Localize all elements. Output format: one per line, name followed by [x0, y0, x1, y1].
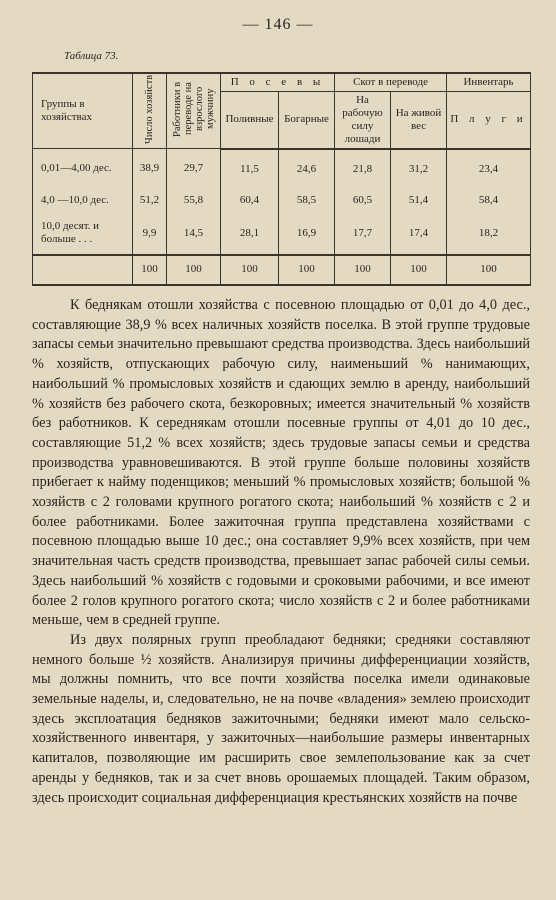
table-total-row [33, 255, 531, 285]
cell-irrigated: 60,4 [221, 189, 279, 213]
header-inventory: Инвентарь [447, 73, 531, 91]
header-livestock-weight: На живой вес [391, 91, 447, 149]
cell-workers: 29,7 [167, 149, 221, 189]
body-text [32, 296, 530, 808]
cell-count: 9,9 [133, 213, 167, 255]
total-irrigated: 100 [221, 255, 279, 285]
cell-workers: 14,5 [167, 213, 221, 255]
total-workers: 100 [167, 255, 221, 285]
cell-horses: 21,8 [335, 149, 391, 189]
cell-dry: 58,5 [279, 189, 335, 213]
header-inventory-plows: П л у г и [447, 91, 531, 149]
cell-weight: 17,4 [391, 213, 447, 255]
cell-weight: 51,4 [391, 189, 447, 213]
header-crops-irrigated: Поливные [221, 91, 279, 149]
statistics-table-container [32, 72, 530, 286]
cell-dry: 16,9 [279, 213, 335, 255]
total-count: 100 [133, 255, 167, 285]
cell-weight: 31,2 [391, 149, 447, 189]
cell-irrigated: 11,5 [221, 149, 279, 189]
table-header-row-1 [33, 73, 531, 91]
cell-dry: 24,6 [279, 149, 335, 189]
total-plows: 100 [447, 255, 531, 285]
cell-plows: 18,2 [447, 213, 531, 255]
cell-count: 38,9 [133, 149, 167, 189]
cell-count: 51,2 [133, 189, 167, 213]
header-count: Число хозяйств [133, 73, 167, 149]
cell-workers: 55,8 [167, 189, 221, 213]
header-groups: Группы в хозяйствах [33, 73, 133, 149]
table-caption: Таблица 73. [64, 50, 119, 62]
total-weight: 100 [391, 255, 447, 285]
page-number: — 146 — [242, 16, 314, 33]
total-label-empty [33, 255, 133, 285]
statistics-table [32, 72, 531, 286]
paragraph: Из двух полярных групп преобладают бедняки; средняки составляют немного больше ½ хозяйств. Анализируя причины дифференциации хозяйств, мы должны помнить, что все почти хозяйства поселка имели одинаковые земельные наделы, и, следовательно, не на почве «владения» землею происходит здесь эксплоатация бедняков зажиточными; бедняки имеют мало сельско-хозяйственного инвентаря, у зажиточных—наибольшие размеры инвентарных капиталов, позволяющие им расширить свое землепользование как за счет аренды у бедняков, так и за счет вновь орошаемых площадей. Таким образом, здесь происходит социальная дифференциация крестьянских хозяйств на почве [32, 631, 530, 806]
header-crops-dry: Богарные [279, 91, 335, 149]
total-horses: 100 [335, 255, 391, 285]
table-row [33, 189, 531, 213]
header-livestock: Скот в переводе [335, 73, 447, 91]
row-group: 0,01—4,00 дес. [33, 149, 133, 189]
table-row [33, 213, 531, 255]
table-row [33, 149, 531, 189]
cell-irrigated: 28,1 [221, 213, 279, 255]
row-group: 10,0 десят. и больше . . . [33, 213, 133, 255]
cell-horses: 60,5 [335, 189, 391, 213]
cell-plows: 58,4 [447, 189, 531, 213]
header-workers: Работники в переводе на взрослого мужчину [167, 73, 221, 149]
cell-horses: 17,7 [335, 213, 391, 255]
header-crops: П о с е в ы [221, 73, 335, 91]
total-dry: 100 [279, 255, 335, 285]
cell-plows: 23,4 [447, 149, 531, 189]
paragraph: К беднякам отошли хозяйства с посевною площадью от 0,01 до 4,0 дес., составляющие 38,9 % всех наличных хозяйств поселка. В этой группе трудовые запасы семьи значительно превышают средства производства. Здесь наибольший % хозяйств, отпускающих рабочую силу, наименьший % нанимающих, наибольший % промысловых хозяйств и сдающих землю в аренду, наибольший % хозяйств без рабочего скота, безкоровных; имеется значительный % хозяйств без работников. К середнякам отошли посевные группы от 4,01 до 10 дес., составляющие 51,2 % всех хозяйств; здесь трудовые запасы семьи и средства производства уравновешиваются. В этой группе больше половины хозяйств прибегает к найму поденщиков; меньший % промысловых хозяйств; большой % хозяйств с 2 головами крупного рогатого скота; наибольший % хозяйств с 2 и более работниками. Более зажиточная группа представлена хозяйствами с посевною площадью выше 10 дес.; она составляет 9,9% всех хозяйств, при чем значительная часть средств производства, превышает запас рабочей силы семьи. Здесь наибольший % хозяйств с годовыми и сроковыми рабочими, и все имеют более 2 голов крупного рогатого скота; число хозяйств с 2 и более работниками меньше, чем в средней группе. [32, 297, 530, 629]
header-livestock-horses: На рабочую силу лошади [335, 91, 391, 149]
row-group: 4,0 —10,0 дес. [33, 189, 133, 213]
